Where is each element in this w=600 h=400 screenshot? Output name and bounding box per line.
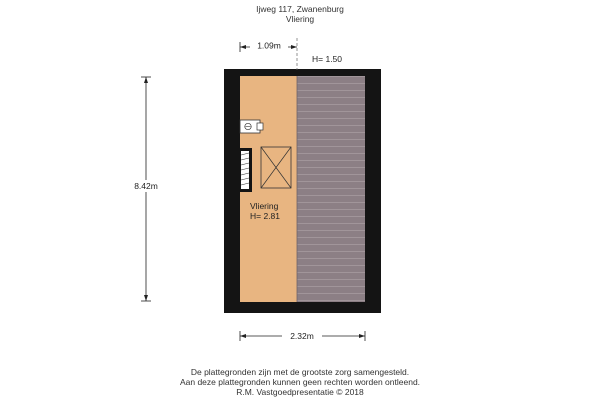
left-length-label: 8.42m (134, 181, 158, 191)
bottom-width-dimension (240, 330, 365, 341)
bottom-width-label: 2.32m (290, 331, 314, 341)
hatch-opening-icon (261, 147, 291, 188)
top-width-dimension (240, 40, 297, 52)
address-title: Ijweg 117, Zwanenburg (256, 4, 344, 14)
disclaimer-line-1: De plattegronden zijn met de grootste zorg samengesteld. (190, 367, 410, 377)
room-name: Vliering (250, 201, 279, 211)
disclaimer-line-2: Aan deze plattegronden kunnen geen rechten worden ontleend. (179, 377, 421, 387)
room-height: H= 2.81 (250, 211, 281, 221)
roof-slope (297, 76, 365, 302)
top-width-label: 1.09m (257, 40, 281, 51)
copyright-line: R.M. Vastgoedpresentatie © 2018 (236, 387, 364, 397)
floor-title: Vliering (285, 14, 315, 24)
ridge-height-label: H= 1.50 (312, 54, 343, 64)
roof-window-icon (238, 148, 252, 192)
boiler-icon (240, 120, 263, 133)
left-length-dimension (128, 77, 164, 301)
